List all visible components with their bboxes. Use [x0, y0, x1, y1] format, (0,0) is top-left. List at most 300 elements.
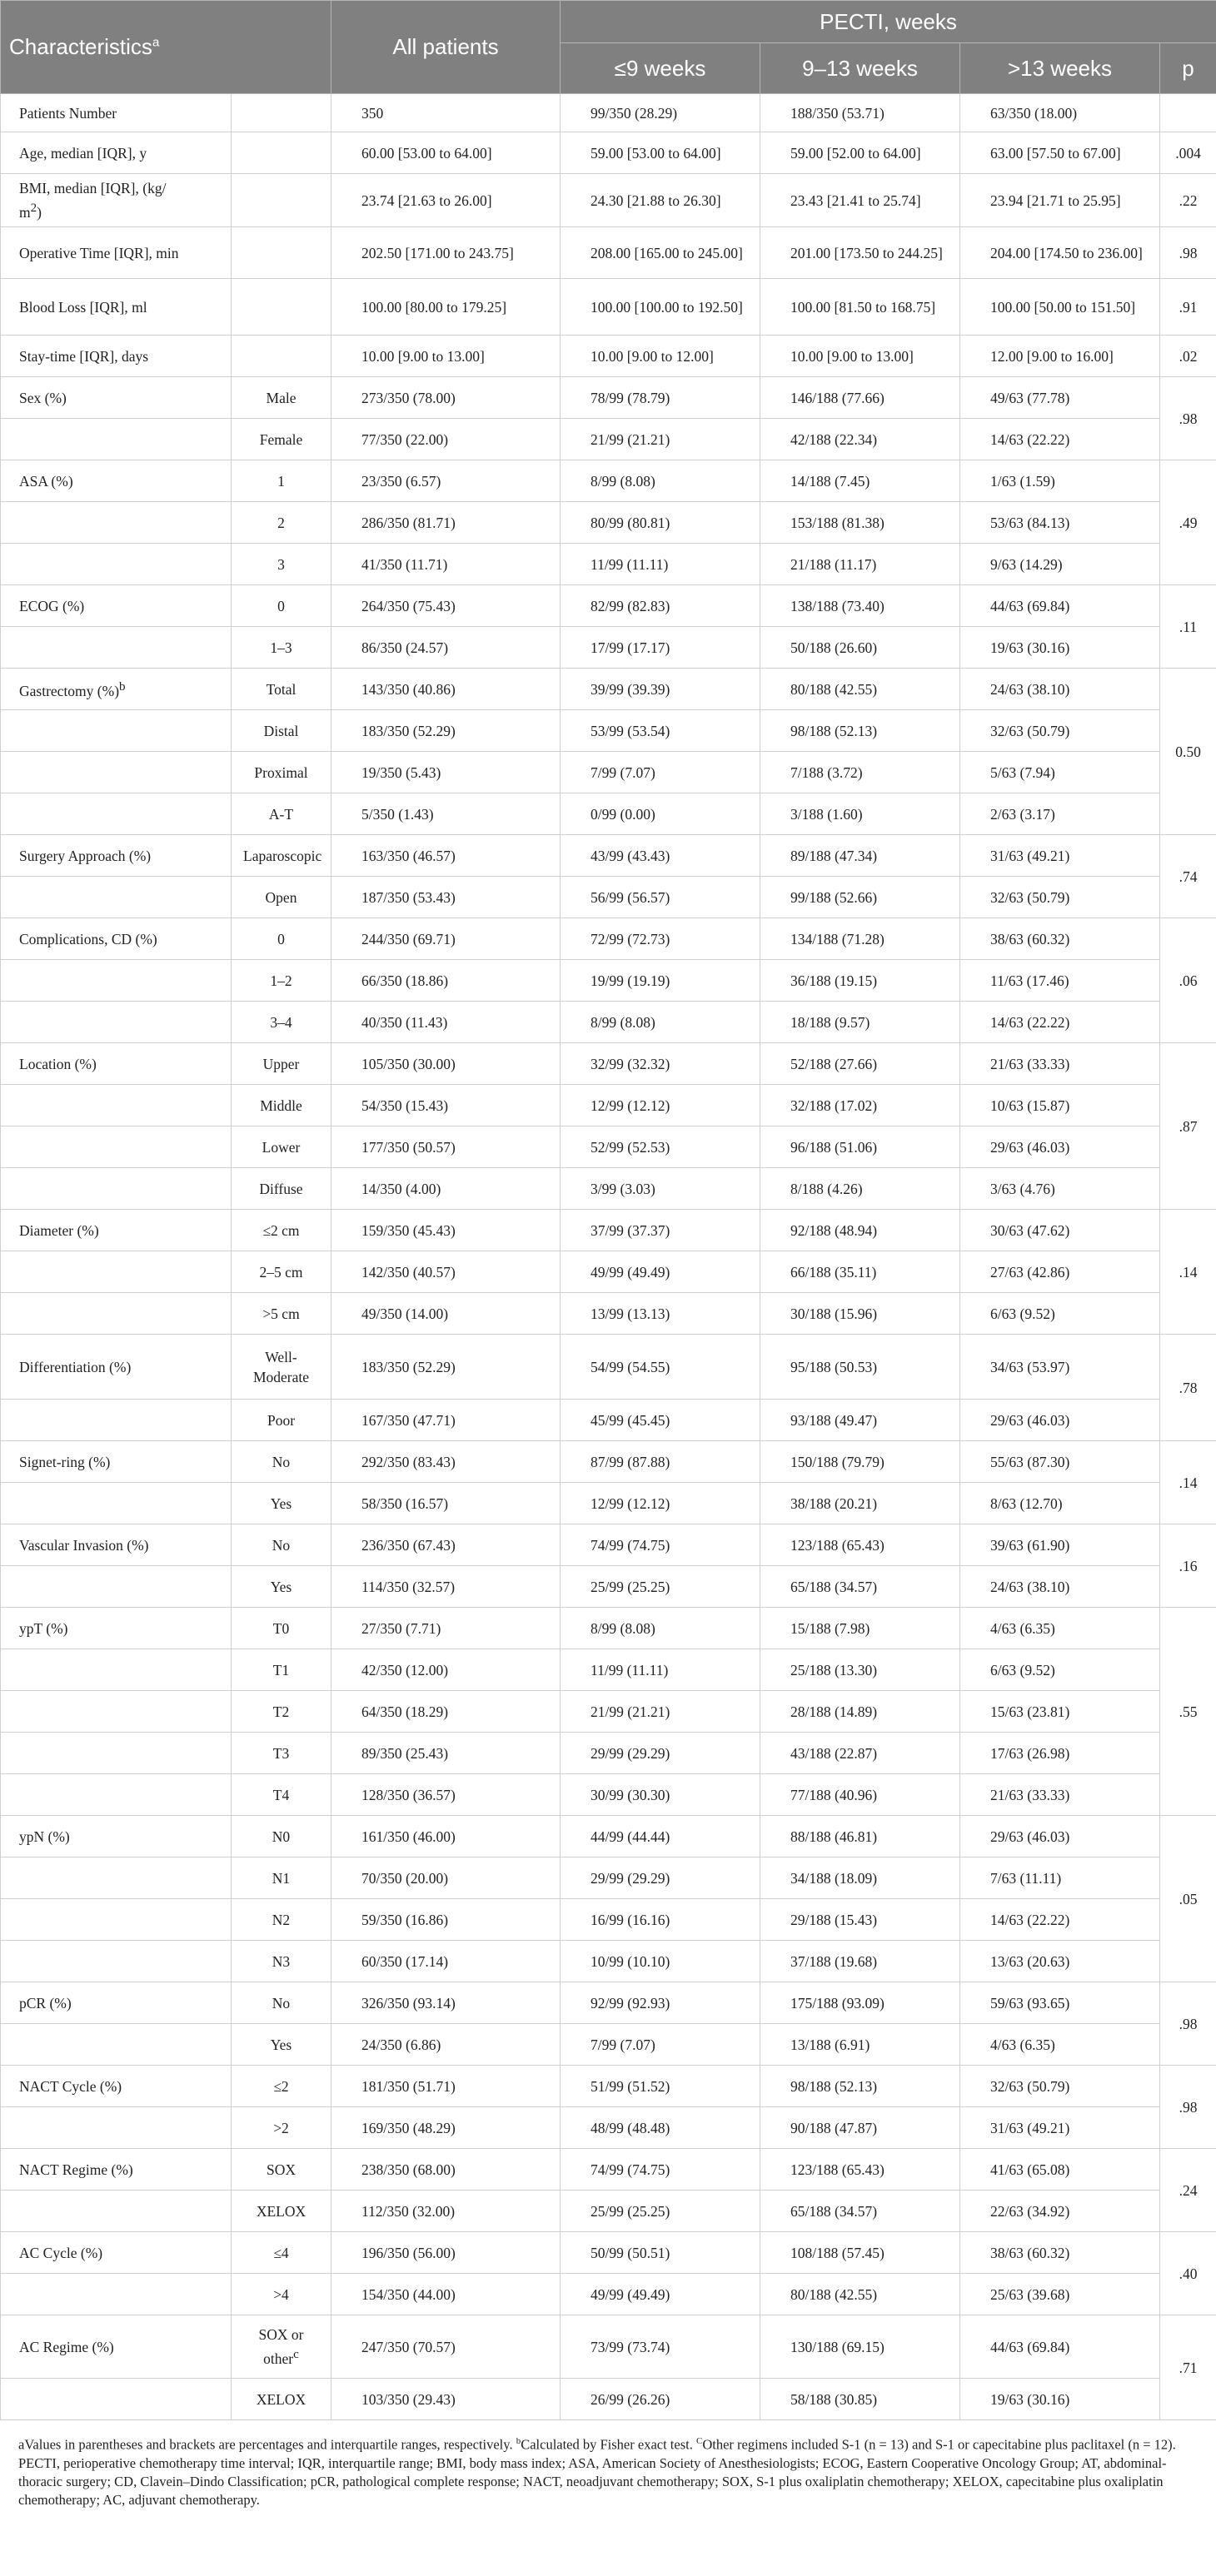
cell-all-patients: 5/350 (1.43) — [331, 793, 561, 835]
cell-le9: 0/99 (0.00) — [561, 793, 760, 835]
row-label — [1, 752, 232, 793]
cell-p-value: .87 — [1160, 1043, 1216, 1210]
cell-all-patients: 187/350 (53.43) — [331, 877, 561, 918]
cell-9-13: 98/188 (52.13) — [760, 2066, 960, 2107]
cell-9-13: 90/188 (47.87) — [760, 2107, 960, 2149]
cell-gt13: 38/63 (60.32) — [960, 918, 1160, 960]
cell-gt13: 23.94 [21.71 to 25.95] — [960, 174, 1160, 227]
cell-all-patients: 264/350 (75.43) — [331, 585, 561, 627]
table-row — [1, 94, 1216, 132]
cell-le9: 82/99 (82.83) — [561, 585, 760, 627]
row-label — [1, 419, 232, 460]
cell-le9: 50/99 (50.51) — [561, 2232, 760, 2274]
row-label — [1, 1899, 232, 1941]
footnotes — [0, 2420, 1216, 2509]
cell-all-patients: 14/350 (4.00) — [331, 1168, 561, 1210]
cell-le9: 48/99 (48.48) — [561, 2107, 760, 2149]
row-subcategory — [232, 174, 331, 227]
row-label: Stay-time [IQR], days — [1, 336, 232, 377]
cell-gt13: 49/63 (77.78) — [960, 377, 1160, 419]
table-row — [1, 2274, 1216, 2315]
table-row — [1, 132, 1216, 174]
cell-9-13: 3/188 (1.60) — [760, 793, 960, 835]
row-subcategory — [232, 336, 331, 377]
row-subcategory: Laparoscopic — [232, 835, 331, 877]
row-label — [1, 2274, 232, 2315]
cell-p-value: .02 — [1160, 336, 1216, 377]
cell-9-13: 123/188 (65.43) — [760, 2149, 960, 2191]
row-subcategory: Yes — [232, 1566, 331, 1608]
cell-9-13: 30/188 (15.96) — [760, 1293, 960, 1335]
footnote-line-2: PECTI, perioperative chemotherapy time interval; IQR, interquartile range; BMI, body mass index; ASA, American Society of Anesthesiologists; ECOG, Eastern Cooperative Oncology Group; AT, abdominal-thoracic surgery; CD, Clavein–Dindo Classification; pCR, pathological complete response; NACT, neoadjuvant chemotherapy; SOX, S-1 plus oxaliplatin chemotherapy; XELOX, capecitabine plus oxaliplatin chemotherapy; AC, adjuvant chemotherapy. — [18, 2454, 1167, 2508]
cell-gt13: 31/63 (49.21) — [960, 2107, 1160, 2149]
table-row — [1, 1566, 1216, 1608]
cell-all-patients: 292/350 (83.43) — [331, 1441, 561, 1483]
cell-le9: 29/99 (29.29) — [561, 1857, 760, 1899]
row-label: Complications, CD (%) — [1, 918, 232, 960]
row-subcategory: 2 — [232, 502, 331, 544]
row-subcategory: T0 — [232, 1608, 331, 1649]
cell-gt13: 21/63 (33.33) — [960, 1043, 1160, 1085]
cell-gt13: 41/63 (65.08) — [960, 2149, 1160, 2191]
cell-9-13: 36/188 (19.15) — [760, 960, 960, 1002]
cell-p-value: .55 — [1160, 1608, 1216, 1816]
cell-9-13: 188/350 (53.71) — [760, 94, 960, 132]
row-label — [1, 1941, 232, 1982]
cell-9-13: 43/188 (22.87) — [760, 1733, 960, 1774]
cell-le9: 99/350 (28.29) — [561, 94, 760, 132]
cell-9-13: 32/188 (17.02) — [760, 1085, 960, 1126]
table-body — [1, 94, 1216, 2420]
row-label: AC Cycle (%) — [1, 2232, 232, 2274]
cell-9-13: 77/188 (40.96) — [760, 1774, 960, 1816]
row-subcategory: Total — [232, 669, 331, 710]
row-subcategory: SOX or other$^c$ — [232, 2315, 331, 2379]
table-row — [1, 377, 1216, 419]
row-subcategory: XELOX — [232, 2379, 331, 2420]
cell-le9: 21/99 (21.21) — [561, 419, 760, 460]
cell-all-patients: 66/350 (18.86) — [331, 960, 561, 1002]
cell-gt13: 19/63 (30.16) — [960, 2379, 1160, 2420]
table-row — [1, 1608, 1216, 1649]
row-label — [1, 1649, 232, 1691]
cell-p-value: .22 — [1160, 174, 1216, 227]
cell-all-patients: 181/350 (51.71) — [331, 2066, 561, 2107]
row-subcategory: T4 — [232, 1774, 331, 1816]
table-row — [1, 419, 1216, 460]
table-row — [1, 502, 1216, 544]
cell-le9: 3/99 (3.03) — [561, 1168, 760, 1210]
table-row — [1, 1043, 1216, 1085]
header-9-13: 9–13 weeks — [760, 43, 960, 94]
cell-all-patients: 273/350 (78.00) — [331, 377, 561, 419]
cell-le9: 80/99 (80.81) — [561, 502, 760, 544]
row-label — [1, 1857, 232, 1899]
cell-gt13: 9/63 (14.29) — [960, 544, 1160, 585]
row-subcategory: 1 — [232, 460, 331, 502]
table-row — [1, 918, 1216, 960]
cell-all-patients: 24/350 (6.86) — [331, 2024, 561, 2066]
row-subcategory — [232, 279, 331, 336]
cell-gt13: 21/63 (33.33) — [960, 1774, 1160, 1816]
row-subcategory: T2 — [232, 1691, 331, 1733]
cell-all-patients: 23.74 [21.63 to 26.00] — [331, 174, 561, 227]
cell-9-13: 58/188 (30.85) — [760, 2379, 960, 2420]
cell-all-patients: 23/350 (6.57) — [331, 460, 561, 502]
table-row — [1, 1691, 1216, 1733]
header-all-patients: All patients — [331, 1, 561, 94]
cell-all-patients: 89/350 (25.43) — [331, 1733, 561, 1774]
row-subcategory: T3 — [232, 1733, 331, 1774]
cell-9-13: 150/188 (79.79) — [760, 1441, 960, 1483]
cell-9-13: 42/188 (22.34) — [760, 419, 960, 460]
row-subcategory: Open — [232, 877, 331, 918]
cell-all-patients: 161/350 (46.00) — [331, 1816, 561, 1857]
table-row — [1, 1002, 1216, 1043]
cell-9-13: 138/188 (73.40) — [760, 585, 960, 627]
cell-gt13: 7/63 (11.11) — [960, 1857, 1160, 1899]
cell-gt13: 4/63 (6.35) — [960, 2024, 1160, 2066]
header-characteristics: Characteristics$^a$ — [1, 1, 331, 94]
cell-gt13: 5/63 (7.94) — [960, 752, 1160, 793]
cell-gt13: 44/63 (69.84) — [960, 585, 1160, 627]
cell-p-value: .78 — [1160, 1335, 1216, 1441]
cell-gt13: 1/63 (1.59) — [960, 460, 1160, 502]
cell-le9: 45/99 (45.45) — [561, 1400, 760, 1441]
table-header — [1, 1, 1216, 94]
row-subcategory: N1 — [232, 1857, 331, 1899]
cell-gt13: 14/63 (22.22) — [960, 1002, 1160, 1043]
cell-gt13: 15/63 (23.81) — [960, 1691, 1160, 1733]
table-row — [1, 1941, 1216, 1982]
cell-all-patients: 58/350 (16.57) — [331, 1483, 561, 1524]
row-subcategory: SOX — [232, 2149, 331, 2191]
row-subcategory — [232, 132, 331, 174]
cell-all-patients: 128/350 (36.57) — [331, 1774, 561, 1816]
cell-9-13: 146/188 (77.66) — [760, 377, 960, 419]
cell-gt13: 32/63 (50.79) — [960, 2066, 1160, 2107]
cell-p-value: .05 — [1160, 1816, 1216, 1982]
cell-gt13: 2/63 (3.17) — [960, 793, 1160, 835]
row-subcategory: No — [232, 1441, 331, 1483]
cell-9-13: 18/188 (9.57) — [760, 1002, 960, 1043]
cell-p-value: .98 — [1160, 377, 1216, 460]
table-row — [1, 2066, 1216, 2107]
cell-p-value: .98 — [1160, 1982, 1216, 2066]
row-label: NACT Regime (%) — [1, 2149, 232, 2191]
table-row — [1, 174, 1216, 227]
row-label: ECOG (%) — [1, 585, 232, 627]
cell-le9: 73/99 (73.74) — [561, 2315, 760, 2379]
table-row — [1, 1857, 1216, 1899]
header-pecti: PECTI, weeks — [561, 1, 1216, 43]
cell-le9: 11/99 (11.11) — [561, 544, 760, 585]
header-p: p — [1160, 43, 1216, 94]
cell-9-13: 89/188 (47.34) — [760, 835, 960, 877]
row-subcategory: Upper — [232, 1043, 331, 1085]
cell-gt13: 38/63 (60.32) — [960, 2232, 1160, 2274]
row-subcategory: 1–3 — [232, 627, 331, 669]
cell-9-13: 123/188 (65.43) — [760, 1524, 960, 1566]
cell-p-value: .16 — [1160, 1524, 1216, 1608]
row-subcategory: No — [232, 1524, 331, 1566]
table-row — [1, 1816, 1216, 1857]
row-subcategory: N0 — [232, 1816, 331, 1857]
cell-le9: 8/99 (8.08) — [561, 1002, 760, 1043]
table-row — [1, 1733, 1216, 1774]
row-subcategory: N3 — [232, 1941, 331, 1982]
row-label — [1, 960, 232, 1002]
cell-9-13: 13/188 (6.91) — [760, 2024, 960, 2066]
table-row — [1, 1126, 1216, 1168]
cell-all-patients: 70/350 (20.00) — [331, 1857, 561, 1899]
cell-all-patients: 77/350 (22.00) — [331, 419, 561, 460]
cell-le9: 100.00 [100.00 to 192.50] — [561, 279, 760, 336]
row-label: Operative Time [IQR], min — [1, 227, 232, 279]
cell-le9: 39/99 (39.39) — [561, 669, 760, 710]
cell-all-patients: 196/350 (56.00) — [331, 2232, 561, 2274]
cell-le9: 7/99 (7.07) — [561, 2024, 760, 2066]
cell-gt13: 29/63 (46.03) — [960, 1126, 1160, 1168]
table-row — [1, 1441, 1216, 1483]
cell-gt13: 59/63 (93.65) — [960, 1982, 1160, 2024]
cell-9-13: 93/188 (49.47) — [760, 1400, 960, 1441]
cell-le9: 12/99 (12.12) — [561, 1483, 760, 1524]
table-row — [1, 1210, 1216, 1251]
cell-gt13: 55/63 (87.30) — [960, 1441, 1160, 1483]
cell-le9: 24.30 [21.88 to 26.30] — [561, 174, 760, 227]
row-subcategory — [232, 94, 331, 132]
cell-le9: 30/99 (30.30) — [561, 1774, 760, 1816]
cell-all-patients: 236/350 (67.43) — [331, 1524, 561, 1566]
cell-9-13: 23.43 [21.41 to 25.74] — [760, 174, 960, 227]
table-row — [1, 279, 1216, 336]
cell-all-patients: 247/350 (70.57) — [331, 2315, 561, 2379]
cell-le9: 44/99 (44.44) — [561, 1816, 760, 1857]
row-subcategory: Female — [232, 419, 331, 460]
table-row — [1, 752, 1216, 793]
cell-le9: 8/99 (8.08) — [561, 460, 760, 502]
cell-9-13: 96/188 (51.06) — [760, 1126, 960, 1168]
table-row — [1, 460, 1216, 502]
cell-gt13: 39/63 (61.90) — [960, 1524, 1160, 1566]
row-label: Location (%) — [1, 1043, 232, 1085]
cell-all-patients: 238/350 (68.00) — [331, 2149, 561, 2191]
cell-gt13: 63/350 (18.00) — [960, 94, 1160, 132]
table-row — [1, 2107, 1216, 2149]
row-subcategory — [232, 227, 331, 279]
row-label — [1, 710, 232, 752]
cell-le9: 49/99 (49.49) — [561, 2274, 760, 2315]
cell-all-patients: 177/350 (50.57) — [331, 1126, 561, 1168]
cell-gt13: 6/63 (9.52) — [960, 1649, 1160, 1691]
header-gt13: >13 weeks — [960, 43, 1160, 94]
cell-gt13: 25/63 (39.68) — [960, 2274, 1160, 2315]
row-label: Gastrectomy (%)$^b$ — [1, 669, 232, 710]
cell-all-patients: 202.50 [171.00 to 243.75] — [331, 227, 561, 279]
row-label — [1, 627, 232, 669]
cell-all-patients: 286/350 (81.71) — [331, 502, 561, 544]
cell-9-13: 14/188 (7.45) — [760, 460, 960, 502]
cell-gt13: 8/63 (12.70) — [960, 1483, 1160, 1524]
cell-le9: 29/99 (29.29) — [561, 1733, 760, 1774]
cell-p-value: .40 — [1160, 2232, 1216, 2315]
cell-le9: 78/99 (78.79) — [561, 377, 760, 419]
cell-9-13: 25/188 (13.30) — [760, 1649, 960, 1691]
row-subcategory: Poor — [232, 1400, 331, 1441]
row-label — [1, 1733, 232, 1774]
row-label: BMI, median [IQR], (kg/ $m^2$) — [1, 174, 232, 227]
row-label: Differentiation (%) — [1, 1335, 232, 1400]
cell-le9: 26/99 (26.26) — [561, 2379, 760, 2420]
cell-le9: 74/99 (74.75) — [561, 2149, 760, 2191]
cell-9-13: 21/188 (11.17) — [760, 544, 960, 585]
cell-gt13: 11/63 (17.46) — [960, 960, 1160, 1002]
cell-gt13: 24/63 (38.10) — [960, 669, 1160, 710]
row-subcategory: 0 — [232, 918, 331, 960]
cell-9-13: 98/188 (52.13) — [760, 710, 960, 752]
row-subcategory: No — [232, 1982, 331, 2024]
row-label: Diameter (%) — [1, 1210, 232, 1251]
cell-9-13: 130/188 (69.15) — [760, 2315, 960, 2379]
cell-le9: 49/99 (49.49) — [561, 1251, 760, 1293]
cell-le9: 43/99 (43.43) — [561, 835, 760, 877]
cell-le9: 92/99 (92.93) — [561, 1982, 760, 2024]
cell-gt13: 19/63 (30.16) — [960, 627, 1160, 669]
cell-all-patients: 163/350 (46.57) — [331, 835, 561, 877]
cell-all-patients: 114/350 (32.57) — [331, 1566, 561, 1608]
cell-gt13: 63.00 [57.50 to 67.00] — [960, 132, 1160, 174]
cell-all-patients: 49/350 (14.00) — [331, 1293, 561, 1335]
cell-p-value: .91 — [1160, 279, 1216, 336]
cell-gt13: 29/63 (46.03) — [960, 1400, 1160, 1441]
cell-9-13: 80/188 (42.55) — [760, 669, 960, 710]
cell-all-patients: 183/350 (52.29) — [331, 1335, 561, 1400]
row-subcategory: >2 — [232, 2107, 331, 2149]
cell-gt13: 30/63 (47.62) — [960, 1210, 1160, 1251]
cell-le9: 19/99 (19.19) — [561, 960, 760, 1002]
cell-all-patients: 19/350 (5.43) — [331, 752, 561, 793]
table-row — [1, 960, 1216, 1002]
cell-p-value: .06 — [1160, 918, 1216, 1043]
cell-all-patients: 326/350 (93.14) — [331, 1982, 561, 2024]
row-label — [1, 2191, 232, 2232]
cell-gt13: 13/63 (20.63) — [960, 1941, 1160, 1982]
table-row — [1, 835, 1216, 877]
cell-9-13: 8/188 (4.26) — [760, 1168, 960, 1210]
cell-9-13: 65/188 (34.57) — [760, 2191, 960, 2232]
cell-9-13: 29/188 (15.43) — [760, 1899, 960, 1941]
cell-gt13: 24/63 (38.10) — [960, 1566, 1160, 1608]
row-subcategory: ≤2 cm — [232, 1210, 331, 1251]
table-row — [1, 1335, 1216, 1400]
row-subcategory: Lower — [232, 1126, 331, 1168]
row-label — [1, 1691, 232, 1733]
cell-all-patients: 112/350 (32.00) — [331, 2191, 561, 2232]
cell-all-patients: 54/350 (15.43) — [331, 1085, 561, 1126]
cell-le9: 12/99 (12.12) — [561, 1085, 760, 1126]
cell-9-13: 66/188 (35.11) — [760, 1251, 960, 1293]
table-row — [1, 1899, 1216, 1941]
row-subcategory: Yes — [232, 1483, 331, 1524]
table-row — [1, 793, 1216, 835]
cell-all-patients: 350 — [331, 94, 561, 132]
table-row — [1, 710, 1216, 752]
cell-all-patients: 154/350 (44.00) — [331, 2274, 561, 2315]
cell-le9: 37/99 (37.37) — [561, 1210, 760, 1251]
cell-all-patients: 60/350 (17.14) — [331, 1941, 561, 1982]
row-subcategory: 3–4 — [232, 1002, 331, 1043]
cell-9-13: 59.00 [52.00 to 64.00] — [760, 132, 960, 174]
row-subcategory: Distal — [232, 710, 331, 752]
cell-all-patients: 167/350 (47.71) — [331, 1400, 561, 1441]
cell-all-patients: 183/350 (52.29) — [331, 710, 561, 752]
row-label: AC Regime (%) — [1, 2315, 232, 2379]
cell-all-patients: 10.00 [9.00 to 13.00] — [331, 336, 561, 377]
footnote-line-1: aValues in parentheses and brackets are percentages and interquartile ranges, respectively. $^b$Calculated by Fisher exact test. $^C$Other regimens included S-1 (n = 13) and S-1 or capecitabine plus paclitaxel (n = 12). — [18, 2436, 1176, 2453]
cell-9-13: 153/188 (81.38) — [760, 502, 960, 544]
table-row — [1, 1293, 1216, 1335]
cell-9-13: 100.00 [81.50 to 168.75] — [760, 279, 960, 336]
cell-gt13: 12.00 [9.00 to 16.00] — [960, 336, 1160, 377]
cell-all-patients: 40/350 (11.43) — [331, 1002, 561, 1043]
cell-gt13: 53/63 (84.13) — [960, 502, 1160, 544]
cell-p-value: .98 — [1160, 227, 1216, 279]
row-label — [1, 1293, 232, 1335]
cell-9-13: 37/188 (19.68) — [760, 1941, 960, 1982]
cell-gt13: 204.00 [174.50 to 236.00] — [960, 227, 1160, 279]
cell-le9: 25/99 (25.25) — [561, 1566, 760, 1608]
cell-le9: 10/99 (10.10) — [561, 1941, 760, 1982]
cell-gt13: 14/63 (22.22) — [960, 419, 1160, 460]
cell-gt13: 22/63 (34.92) — [960, 2191, 1160, 2232]
row-label — [1, 1400, 232, 1441]
row-label — [1, 2107, 232, 2149]
row-label: Sex (%) — [1, 377, 232, 419]
row-subcategory: XELOX — [232, 2191, 331, 2232]
cell-le9: 32/99 (32.32) — [561, 1043, 760, 1085]
cell-le9: 53/99 (53.54) — [561, 710, 760, 752]
cell-le9: 21/99 (21.21) — [561, 1691, 760, 1733]
cell-all-patients: 103/350 (29.43) — [331, 2379, 561, 2420]
row-label — [1, 1566, 232, 1608]
cell-9-13: 88/188 (46.81) — [760, 1816, 960, 1857]
row-subcategory: Proximal — [232, 752, 331, 793]
cell-9-13: 10.00 [9.00 to 13.00] — [760, 336, 960, 377]
cell-le9: 17/99 (17.17) — [561, 627, 760, 669]
cell-le9: 87/99 (87.88) — [561, 1441, 760, 1483]
cell-9-13: 28/188 (14.89) — [760, 1691, 960, 1733]
cell-p-value: .98 — [1160, 2066, 1216, 2149]
cell-p-value: .11 — [1160, 585, 1216, 669]
cell-all-patients: 244/350 (69.71) — [331, 918, 561, 960]
cell-all-patients: 169/350 (48.29) — [331, 2107, 561, 2149]
table-row — [1, 1400, 1216, 1441]
row-label: NACT Cycle (%) — [1, 2066, 232, 2107]
cell-gt13: 3/63 (4.76) — [960, 1168, 1160, 1210]
row-label: Age, median [IQR], y — [1, 132, 232, 174]
cell-all-patients: 142/350 (40.57) — [331, 1251, 561, 1293]
cell-9-13: 38/188 (20.21) — [760, 1483, 960, 1524]
row-subcategory: Well-Moderate — [232, 1335, 331, 1400]
row-label — [1, 2379, 232, 2420]
cell-le9: 8/99 (8.08) — [561, 1608, 760, 1649]
row-label: Patients Number — [1, 94, 232, 132]
cell-9-13: 52/188 (27.66) — [760, 1043, 960, 1085]
cell-le9: 51/99 (51.52) — [561, 2066, 760, 2107]
table-row — [1, 1649, 1216, 1691]
cell-le9: 54/99 (54.55) — [561, 1335, 760, 1400]
